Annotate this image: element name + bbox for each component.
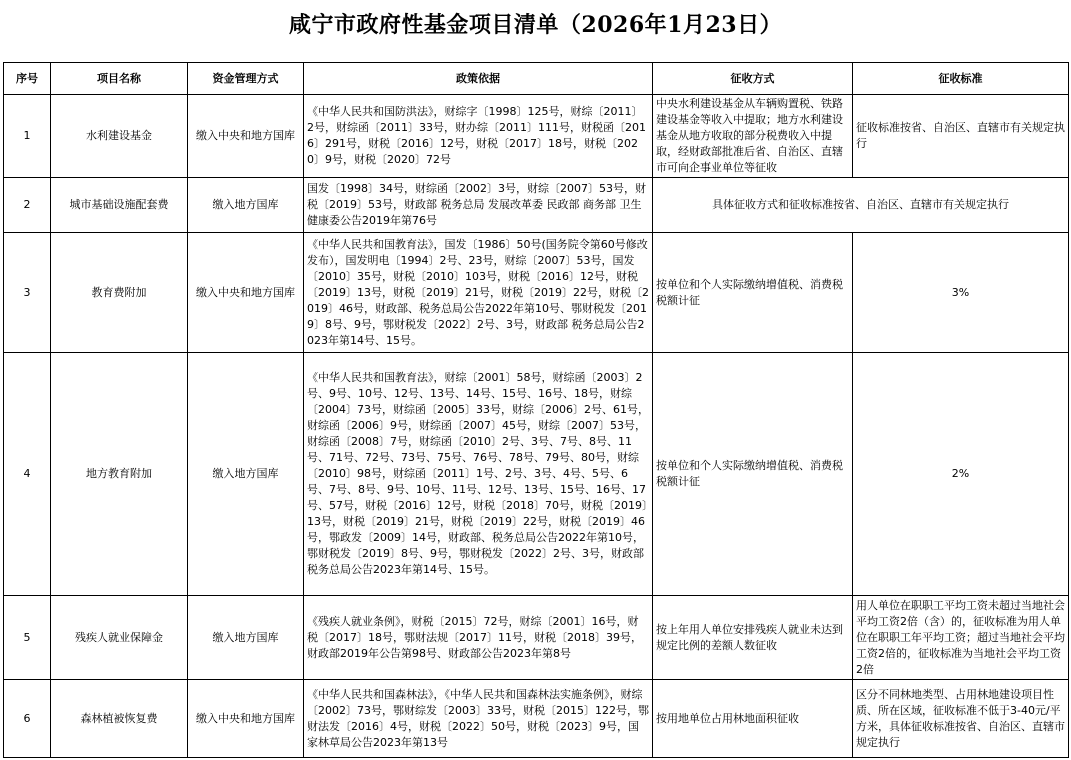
management-method: 缴入地方国库 [188,596,304,680]
table-row [4,353,1069,596]
fund-table [3,62,1069,758]
row-number: 6 [4,680,51,758]
column-header-standard: 征收标准 [853,63,1069,95]
table-header-row [4,63,1069,95]
row-number: 5 [4,596,51,680]
table-row [4,95,1069,178]
policy-basis: 《中华人民共和国教育法》，国发〔1986〕50号(国务院令第60号修改发布），国发明电〔1994〕2号、23号，财综〔2007〕53号，国发〔2010〕35号，财税〔2010〕103号，财税〔2016〕12号，财税〔2019〕13号，财税〔2019〕21号，财税〔2019〕22号，财税〔2019〕46号，财政部、税务总局公告2022年第10号、鄂财税发〔2019〕8号、9号，鄂财税发〔2022〕2号、3号，财政部 税务总局公告2023年第14号、15号。 [304,233,653,353]
project-name: 地方教育附加 [51,353,188,596]
collection-standard: 用人单位在职职工平均工资未超过当地社会平均工资2倍（含）的，征收标准为用人单位在职职工年平均工资；超过当地社会平均工资2倍的，征收标准为当地社会平均工资2倍 [853,596,1069,680]
management-method: 缴入地方国库 [188,353,304,596]
column-header-no: 序号 [4,63,51,95]
table-row [4,680,1069,758]
table-row [4,596,1069,680]
project-name: 水利建设基金 [51,95,188,178]
column-header-name: 项目名称 [51,63,188,95]
table-row [4,233,1069,353]
table-row [4,178,1069,233]
policy-basis: 《残疾人就业条例》，财税〔2015〕72号，财综〔2001〕16号，财税〔2017〕18号，鄂财法规〔2017〕11号，财税〔2018〕39号，财政部2019年公告第98号、财政部公告2023年第8号 [304,596,653,680]
collection-method: 按用地单位占用林地面积征收 [653,680,853,758]
page-title: 咸宁市政府性基金项目清单（2026年1月23日） [288,12,783,38]
row-number: 3 [4,233,51,353]
row-number: 2 [4,178,51,233]
row-number: 1 [4,95,51,178]
collection-standard: 区分不同林地类型、占用林地建设项目性质、所在区域，征收标准不低于3-40元/平方米，具体征收标准按省、自治区、直辖市规定执行 [853,680,1069,758]
management-method: 缴入中央和地方国库 [188,680,304,758]
column-header-method: 征收方式 [653,63,853,95]
collection-standard: 征收标准按省、自治区、直辖市有关规定执行 [853,95,1069,178]
project-name: 残疾人就业保障金 [51,596,188,680]
management-method: 缴入地方国库 [188,178,304,233]
project-name: 教育费附加 [51,233,188,353]
collection-method: 按单位和个人实际缴纳增值税、消费税税额计征 [653,233,853,353]
row-number: 4 [4,353,51,596]
project-name: 城市基础设施配套费 [51,178,188,233]
collection-method: 按上年用人单位安排残疾人就业未达到规定比例的差额人数征收 [653,596,853,680]
collection-standard: 3% [853,233,1069,353]
collection-standard: 2% [853,353,1069,596]
column-header-basis: 政策依据 [304,63,653,95]
policy-basis: 《中华人民共和国森林法》，《中华人民共和国森林法实施条例》，财综〔2002〕73号，鄂财综发〔2003〕33号，财税〔2015〕122号，鄂财法发〔2016〕4号，财税〔2022〕50号，财税〔2023〕9号，国家林草局公告2023年第13号 [304,680,653,758]
collection-method: 中央水利建设基金从车辆购置税、铁路建设基金等收入中提取；地方水利建设基金从地方收取的部分税费收入中提取，经财政部批准后省、自治区、直辖市可向企事业单位等征收 [653,95,853,178]
management-method: 缴入中央和地方国库 [188,95,304,178]
management-method: 缴入中央和地方国库 [188,233,304,353]
collection-method: 按单位和个人实际缴纳增值税、消费税税额计征 [653,353,853,596]
column-header-management: 资金管理方式 [188,63,304,95]
policy-basis: 国发〔1998〕34号，财综函〔2002〕3号，财综〔2007〕53号，财税〔2019〕53号，财政部 税务总局 发展改革委 民政部 商务部 卫生健康委公告2019年第76号 [304,178,653,233]
policy-basis: 《中华人民共和国教育法》，财综〔2001〕58号，财综函〔2003〕2号、9号、10号、12号、13号、14号、15号、16号、18号，财综〔2004〕73号，财综函〔2005〕33号，财综〔2006〕2号、61号，财综函〔2006〕9号，财综函〔2007〕45号，财综〔2007〕53号，财综函〔2008〕7号，财综函〔2010〕2号、3号、7号、8号、11号、71号、72号、73号、75号、76号、78号、79号、80号，财综〔2010〕98号，财综函〔2011〕1号、2号、3号、4号、5号、6号、7号、8号、9号、10号、11号、12号、13号、15号、16号、17号、57号，财税〔2016〕12号，财税〔2018〕70号，财税〔2019〕13号，财税〔2019〕21号，财税〔2019〕22号，财税〔2019〕46号，鄂政发〔2009〕14号，财政部、税务总局公告2022年第10号，鄂财税发〔2019〕8号、9号，鄂财税发〔2022〕2号、3号，财政部 税务总局公告2023年第14号、15号。 [304,353,653,596]
merged-method-standard: 具体征收方式和征收标准按省、自治区、直辖市有关规定执行 [653,178,1069,233]
project-name: 森林植被恢复费 [51,680,188,758]
policy-basis: 《中华人民共和国防洪法》，财综字〔1998〕125号，财综〔2011〕2号，财综函〔2011〕33号，财办综〔2011〕111号，财税函〔2016〕291号，财税〔2016〕12号，财税〔2017〕18号，财税〔2020〕9号，财税〔2020〕72号 [304,95,653,178]
